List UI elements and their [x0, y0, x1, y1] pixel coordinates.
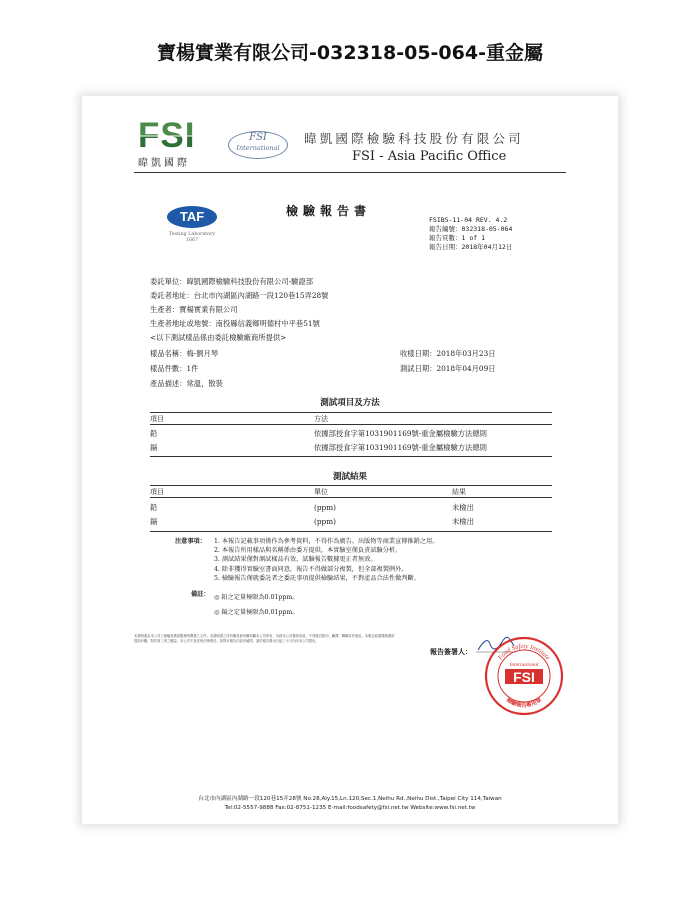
client-unit: 委託單位：暐凱國際檢驗科技股份有限公司-驗證部	[150, 277, 313, 286]
taf-logo	[166, 206, 218, 244]
methods-row-method: 依據部授食字第1031901169號-重金屬檢驗方法總則	[314, 443, 487, 452]
stamp-center-text: FSI	[513, 669, 535, 685]
report-pages: 報告頁數：1 of 1	[429, 234, 485, 242]
header-divider	[134, 172, 566, 173]
report-meta	[429, 216, 512, 252]
producer-address: 生產者地址或地號：南投縣信義鄉明德村中平巷51號	[150, 319, 320, 328]
fine-print: 本證明書為本公司之檢驗及測試服務所開發之文件。本證明書之所有權及使用權均屬本公司所有，未經本公司書面同意，不得擅自影印、翻譯、轉載或作他用。本報告結果僅與測試樣品有關，對於第三者之權益，本公司不負任何法律責任。如對本報告內容有疑問，請於報告發出日起三十日內向本公司提出。	[134, 634, 395, 644]
stamp-bottom-path: 檢驗報告專用章	[505, 697, 543, 709]
provided-note: <以下測試樣品係由委託檢驗廠商所提供>	[150, 333, 287, 342]
stamp-top-path: Food Safety Institute	[496, 642, 552, 662]
results-header-unit: 單位	[314, 488, 328, 496]
methods-row-item: 鉛	[150, 429, 158, 438]
fsi-logo-text: FSI	[138, 118, 210, 154]
signatory-label: 報告簽署人：	[430, 647, 472, 656]
company-name-en: FSI - Asia Pacific Office	[352, 149, 507, 164]
note-item: 3. 測試結果僅對測試樣品有效，試驗報告數據更正者無效。	[214, 556, 377, 564]
sample-count: 樣品件數：1件	[150, 364, 199, 373]
report-date: 報告日期：2018年04月12日	[429, 243, 513, 251]
footer-address: 台北市內湖區內湖路一段120巷15弄28號 No.28,Aly.15,Ln.120,Sec.1,Neihu Rd.,Neihu Dist.,Taipei City 114,Taiwan	[198, 796, 502, 802]
notes-list	[214, 537, 554, 583]
methods-row-item: 鎘	[150, 443, 158, 452]
results-header-item: 項目	[150, 488, 164, 496]
report-heading: 檢驗報告書	[286, 204, 372, 218]
results-row-result: 未檢出	[452, 517, 474, 526]
remarks-list	[214, 590, 298, 620]
official-stamp	[484, 636, 564, 716]
notes-label: 注意事項：	[175, 538, 206, 545]
results-bottom-rule	[150, 531, 552, 532]
results-row-item: 鎘	[150, 517, 158, 526]
remarks-label: 備註：	[191, 591, 210, 598]
note-item: 1. 本報告記載事項僅作為參考資料，不得作為廣告、出版物等商業宣傳推銷之用。	[214, 538, 439, 545]
received-date: 收樣日期：2018年03月23日	[400, 349, 496, 358]
results-top-rule	[150, 485, 552, 486]
client-address: 委託者地址：台北市內湖區內湖路一段120巷15弄28號	[150, 291, 329, 300]
results-row-unit: (ppm)	[314, 517, 336, 526]
results-title: 測試結果	[332, 472, 367, 482]
note-item: 2. 本報告所用樣品與名稱係由委方提供，本實驗室僅負責試驗分析。	[214, 547, 402, 555]
results-row-unit: (ppm)	[314, 503, 336, 512]
test-date: 測試日期：2018年04月09日	[400, 364, 496, 373]
results-header-rule	[150, 497, 552, 498]
results-row-result: 未檢出	[452, 503, 474, 512]
oval-logo-subtitle: International	[236, 144, 280, 152]
producer: 生產者：寶楊實業有限公司	[150, 305, 238, 314]
taf-badge: TAF	[167, 206, 217, 228]
report-document	[82, 96, 618, 824]
methods-title: 測試項目及方法	[320, 398, 380, 408]
stamp-middle-text: International	[509, 662, 539, 668]
results-row-item: 鉛	[150, 503, 158, 512]
company-name-cn: 暐凱國際檢驗科技股份有限公司	[304, 131, 524, 146]
methods-bottom-rule	[150, 456, 552, 457]
note-item: 5. 檢驗報告僅就委託者之委託事項提供檢驗結果，不對產品合法性做判斷。	[214, 574, 420, 582]
taf-lab-name: Testing Laboratory	[168, 232, 216, 237]
fsi-logo	[138, 118, 210, 169]
remark-item: ◎ 鉛之定量極限為0.01ppm。	[214, 594, 299, 601]
sample-name: 樣品名稱：梅-劉月琴	[150, 349, 219, 358]
methods-header-item: 項目	[150, 415, 164, 423]
page-title: 寶楊實業有限公司-032318-05-064-重金屬	[157, 42, 543, 64]
methods-top-rule	[150, 412, 552, 413]
methods-header-method: 方法	[314, 415, 328, 423]
product-description: 產品描述：常溫，散裝	[150, 379, 223, 388]
footer-contact: Tel:02-5557-9888 Fax:02-8751-1235 E-mail:foodsafety@fsi.net.tw Website:www.fsi.net.tw	[224, 805, 476, 811]
results-header-result: 結果	[452, 488, 466, 496]
remark-item: ◎ 鎘之定量極限為0.01ppm。	[214, 609, 299, 616]
taf-lab-number: 1667	[185, 238, 199, 243]
report-number: 報告編號：032318-05-064	[429, 225, 513, 233]
form-code: FSIB5-11-04 REV. 4.2	[429, 216, 508, 224]
methods-row-method: 依據部授食字第1031901169號-重金屬檢驗方法總則	[314, 429, 487, 438]
note-item: 4. 除非獲得實驗室書面同意，報告不得做部分複製，但全部複製例外。	[214, 565, 408, 573]
oval-logo-text: FSI	[249, 132, 267, 143]
methods-header-rule	[150, 424, 552, 425]
fsi-oval-logo	[228, 131, 288, 159]
taf-lab-label	[166, 232, 218, 244]
stamp-bottom-text	[505, 695, 543, 709]
fsi-logo-subtitle: 暐凱國際	[138, 158, 190, 169]
